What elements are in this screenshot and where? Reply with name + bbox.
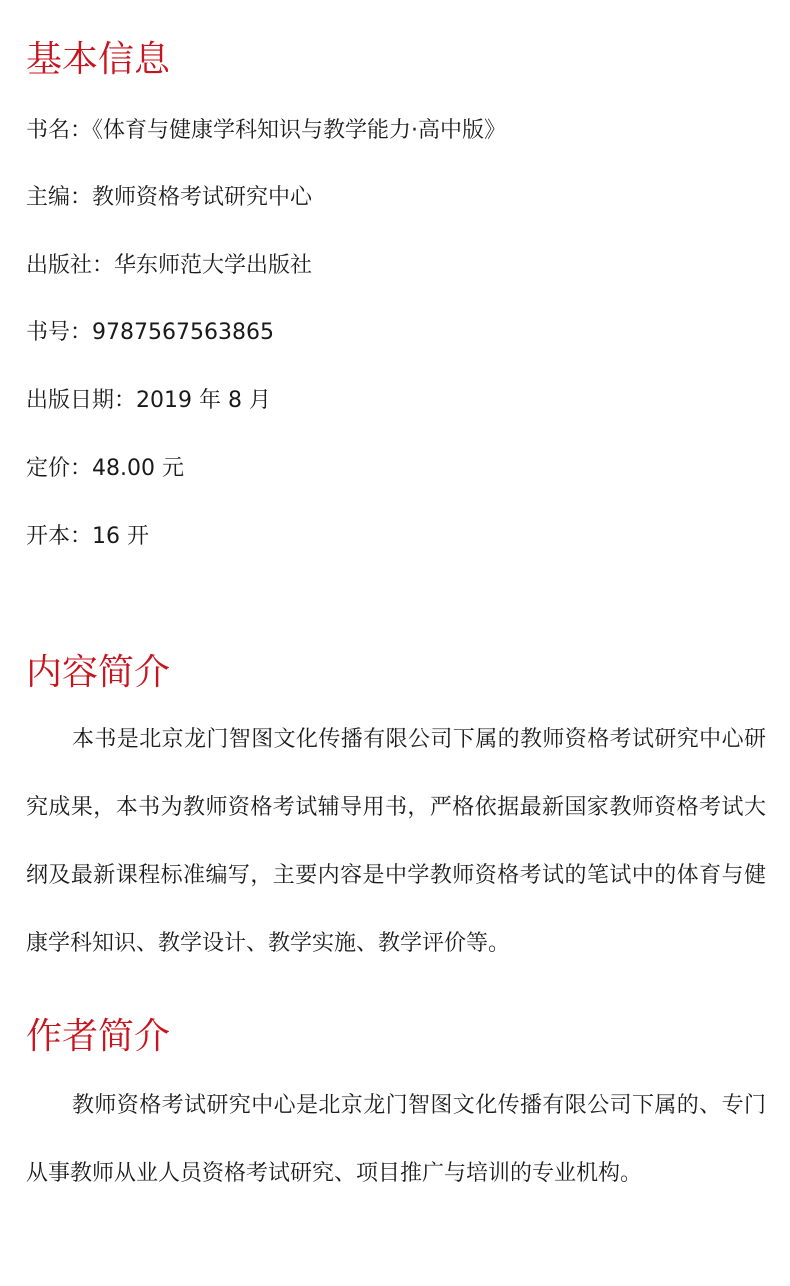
info-label: 出版日期： (26, 388, 137, 413)
info-label: 主编： (26, 185, 93, 210)
info-label: 定价： (26, 456, 93, 481)
info-row-publisher (26, 251, 312, 281)
basic-info-heading: 基本信息 (26, 39, 171, 80)
info-label: 开本： (26, 524, 93, 549)
info-row-publish-date (26, 386, 271, 416)
info-row-format (26, 522, 149, 552)
info-row-isbn (26, 318, 274, 348)
summary-paragraph: 本书是北京龙门智图文化传播有限公司下属的教师资格考试研究中心研究成果，本书为教师资格考试辅导用书，严格依据最新国家教师资格考试大纲及最新课程标准编写，主要内容是中学教师资格考试的笔试中的体育与健康学科知识、教学设计、教学实施、教学评价等。 (26, 727, 766, 956)
info-value: 9787567563865 (92, 320, 274, 345)
info-value: 48.00 元 (92, 456, 184, 481)
author-paragraph: 教师资格考试研究中心是北京龙门智图文化传播有限公司下属的、专门从事教师从业人员资格考试研究、项目推广与培训的专业机构。 (26, 1093, 766, 1186)
info-value: 《体育与健康学科知识与教学能力·高中版》 (92, 118, 507, 143)
info-label: 出版社： (26, 253, 115, 278)
info-value: 教师资格考试研究中心 (92, 185, 313, 210)
info-row-book-title (26, 116, 506, 146)
summary-heading: 内容简介 (26, 652, 171, 693)
info-row-editor (26, 183, 312, 213)
info-value: 华东师范大学出版社 (114, 253, 313, 278)
author-heading: 作者简介 (26, 1016, 171, 1057)
info-row-price (26, 454, 184, 484)
info-label: 书名： (26, 118, 93, 143)
info-label: 书号： (26, 320, 93, 345)
info-value: 2019 年 8 月 (136, 388, 271, 413)
info-value: 16 开 (92, 524, 150, 549)
